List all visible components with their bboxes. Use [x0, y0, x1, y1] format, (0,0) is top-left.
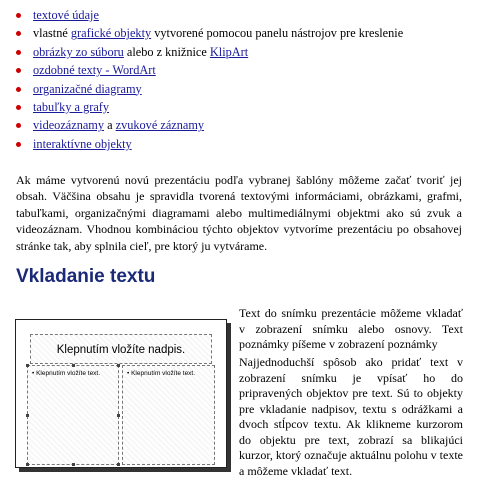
left-placeholder-text: • Klepnutím vložíte text. — [28, 366, 118, 378]
link-klipart[interactable]: KlipArt — [209, 44, 249, 59]
resize-handle[interactable] — [72, 364, 75, 367]
link-graficke-objekty[interactable]: grafické objekty — [70, 26, 152, 41]
right-placeholder-text: • Klepnutím vložíte text. — [123, 366, 214, 378]
link-zvukove-zaznamy[interactable]: zvukové záznamy — [115, 118, 205, 133]
link-videozaznamy[interactable]: videozáznamy — [33, 118, 105, 133]
left-text-placeholder[interactable] — [27, 365, 119, 465]
link-obrazky-zo-suboru[interactable]: obrázky zo súboru — [33, 44, 124, 59]
section-heading: Vkladanie textu — [16, 266, 156, 287]
list-item — [14, 6, 403, 24]
side-text-placeholders: Najjednoduchší spôsob ako pridať text v zobrazení snímku je vpísať ho do pripravených objektov pre text. Sú to objekty pre vkladanie nadpisov, textu s odrážkami a dvoch stĺpcov textu. Ak klikneme kurzorom do objektu pre text, zobrazí sa blikajúci kurzor, ktorý označuje aktuálnu polohu v texte a môžeme vkladať text. — [239, 355, 463, 478]
resize-handle[interactable] — [117, 364, 120, 367]
resize-handle[interactable] — [26, 364, 29, 367]
resize-handle[interactable] — [117, 414, 120, 417]
right-text-placeholder[interactable] — [122, 365, 215, 465]
resize-handle[interactable] — [117, 463, 120, 466]
list-item — [14, 80, 403, 98]
list-item — [14, 98, 403, 116]
slide-preview — [15, 319, 227, 468]
resize-handle[interactable] — [26, 463, 29, 466]
link-wordart[interactable]: ozdobné texty - WordArt — [33, 63, 156, 78]
intro-paragraph: Ak máme vytvorenú novú prezentáciu podľa vybranej šablóny môžeme začať tvoriť jej obsah. Väčšina obsahu je spravidla tvorená textovými informáciami, obrázkami, grafmi, tabuľkami, organizačnými diagramami alebo multimediálnymi objektmi ako sú zvuk a videozáznam. Vhodnou kombináciou týchto objektov vytvoríme prezentáciu po obsahovej stránke tak, aby splnila cieľ, pre ktorý ju vytvárame. — [16, 173, 462, 253]
object-type-list — [14, 6, 403, 153]
link-textove-udaje[interactable]: textové údaje — [33, 8, 99, 22]
link-tabulky-a-grafy[interactable]: tabuľky a grafy — [33, 99, 110, 114]
title-placeholder[interactable]: Klepnutím vložíte nadpis. — [30, 334, 212, 364]
list-item — [14, 61, 403, 79]
list-item: obrázky zo súboru alebo z knižnice KlipArt — [14, 43, 403, 61]
list-item: videozáznamy a zvukové záznamy — [14, 116, 403, 134]
list-item: vlastné grafické objekty vytvorené pomocou panelu nástrojov pre kreslenie — [14, 24, 403, 42]
link-interaktivne-objekty[interactable]: interaktívne objekty — [33, 136, 132, 151]
list-item — [14, 135, 403, 153]
resize-handle[interactable] — [26, 414, 29, 417]
link-organizacne-diagramy[interactable]: organizačné diagramy — [33, 81, 142, 96]
resize-handle[interactable] — [72, 463, 75, 466]
side-text-views: Text do snímku prezentácie môžeme vkladať v zobrazení snímku alebo osnovy. Text poznámky píšeme v zobrazení poznámky — [239, 306, 463, 351]
